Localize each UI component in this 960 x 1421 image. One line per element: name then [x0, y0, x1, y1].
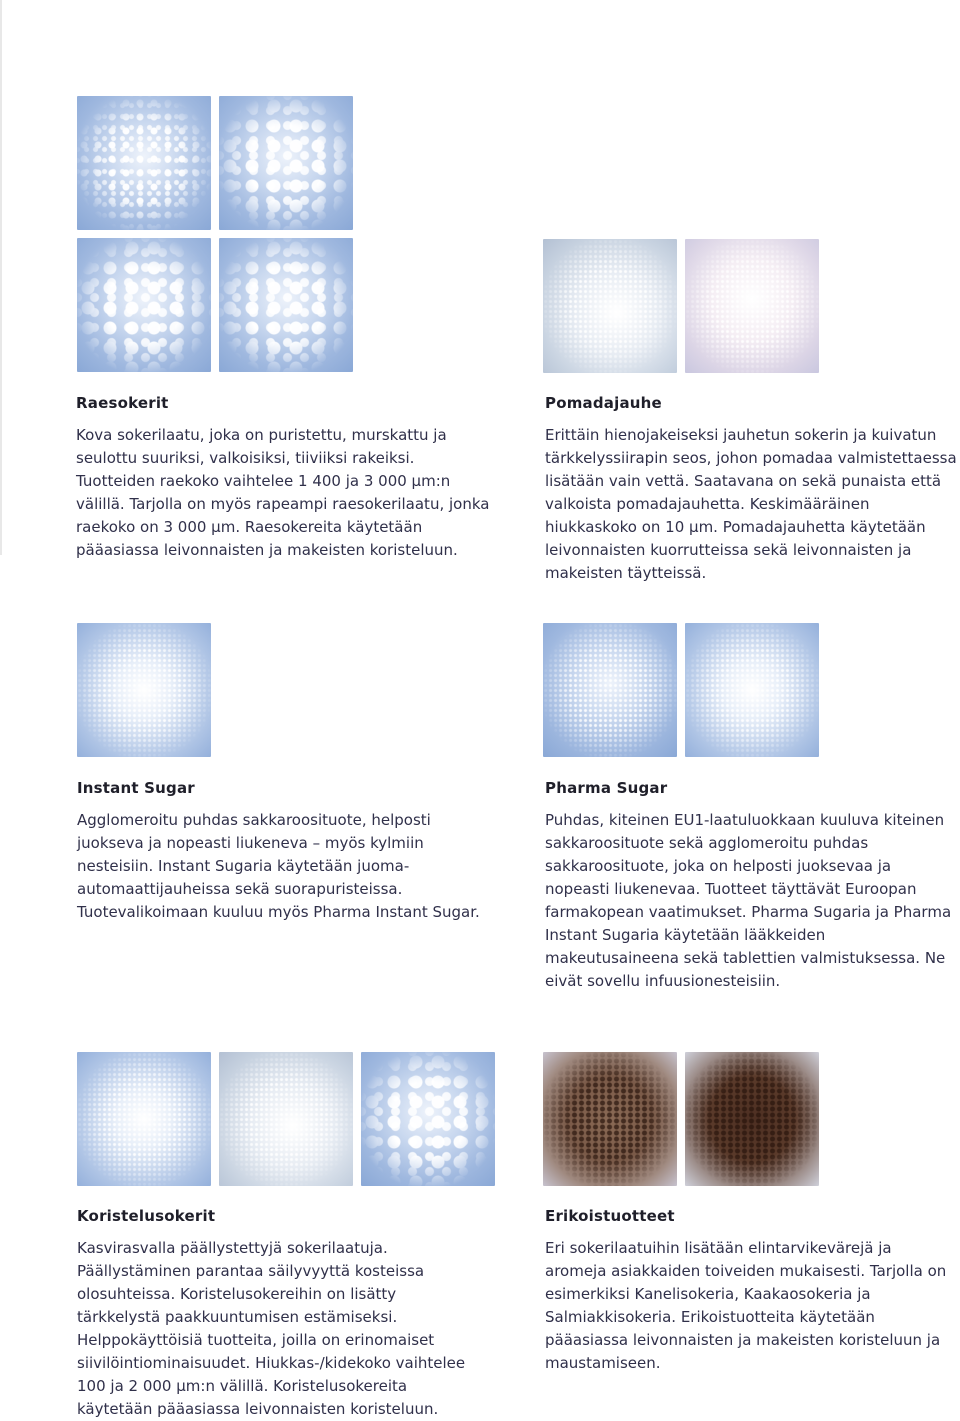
section-title: Pomadajauhe [545, 394, 662, 412]
section-body: Kasvirasvalla päällystettyjä sokerilaatuja. Päällystäminen parantaa säilyvyyttä kosteissa olosuhteissa. Koristelusokereihin on lisätty tärkkelystä paakkuuntumisen estämiseksi. Helppokäyttöisiä tuotteita, joilla on erinomaiset siivilöintiominaisuudet. Hiukkas-/kidekoko vaihtelee 100 ja 2 000 µm:n välillä. Koristelusokereita käytetään pääasiassa leivonnaisten koristeluun. [77, 1239, 466, 1418]
section-instant-sugar [77, 779, 487, 924]
left-page-edge [0, 0, 2, 555]
section-title: Instant Sugar [77, 779, 195, 797]
erikoistuote-photo-1 [543, 1052, 677, 1186]
raesokeri-photo-2 [219, 96, 353, 230]
section-body: Agglomeroitu puhdas sakkaroosituote, helposti juokseva ja nopeasti liukeneva – myös kylmiin nesteisiin. Instant Sugaria käytetään juoma-automaattijauheissa sekä suorapuristeissa. Tuotevalikoimaan kuuluu myös Pharma Instant Sugar. [77, 811, 480, 921]
section-title: Erikoistuotteet [545, 1207, 675, 1225]
instant-sugar-photo [77, 623, 211, 757]
section-raesokerit [76, 394, 496, 562]
section-title: Koristelusokerit [77, 1207, 216, 1225]
koristelusokeri-photo-3 [361, 1052, 495, 1186]
section-body: Puhdas, kiteinen EU1-laatuluokkaan kuuluva kiteinen sakkaroosituote sekä agglomeroitu puhdas sakkaroosituote, joka on helposti juoksevaa ja nopeasti liukenevaa. Tuotteet täyttävät Euroopan farmakopean vaatimukset. Pharma Sugaria ja Pharma Instant Sugaria käytetään lääkkeiden makeutusaineena sekä tablettien valmistuksessa. Ne eivät sovellu infuusionesteisiin. [545, 811, 952, 990]
pharma-sugar-photo-2 [685, 623, 819, 757]
section-koristelusokerit [77, 1207, 482, 1421]
erikoistuote-photo-2 [685, 1052, 819, 1186]
raesokeri-photo-1 [77, 96, 211, 230]
section-body: Erittäin hienojakeiseksi jauhetun sokerin ja kuivatun tärkkelyssiirapin seos, johon pomadaa valmistettaessa lisätään vain vettä. Saatavana on sekä punaista että valkoista pomadajauhetta. Keskimääräinen hiukkaskoko on 10 µm. Pomadajauhetta käytetään leivonnaisten kuorrutteissa sekä leivonnaisten ja makeisten täytteissä. [545, 426, 957, 582]
section-pharma-sugar [545, 779, 960, 993]
raesokeri-photo-4 [219, 238, 353, 372]
section-body: Kova sokerilaatu, joka on puristettu, murskattu ja seulottu suuriksi, valkoisiksi, tiiviiksi rakeiksi. Tuotteiden raekoko vaihtelee 1 400 ja 3 000 µm:n välillä. Tarjolla on myös rapeampi raesokerilaatu, jonka raekoko on 3 000 µm. Raesokereita käytetään pääasiassa leivonnaisten ja makeisten koristeluun. [76, 426, 490, 559]
koristelusokeri-photo-1 [77, 1052, 211, 1186]
pomadajauhe-photo-red [685, 239, 819, 373]
section-title: Pharma Sugar [545, 779, 668, 797]
koristelusokeri-photo-2 [219, 1052, 353, 1186]
pomadajauhe-photo-white [543, 239, 677, 373]
section-body: Eri sokerilaatuihin lisätään elintarvikevärejä ja aromeja asiakkaiden toiveiden mukaisesti. Tarjolla on esimerkiksi Kanelisokeria, Kaakaosokeria ja Salmiakkisokeria. Erikoistuotteita käytetään pääasiassa leivonnaisten ja makeisten koristeluun ja maustamiseen. [545, 1239, 947, 1372]
raesokeri-photo-3 [77, 238, 211, 372]
section-pomadajauhe [545, 394, 960, 585]
section-title: Raesokerit [76, 394, 169, 412]
section-erikoistuotteet [545, 1207, 950, 1375]
pharma-sugar-photo-1 [543, 623, 677, 757]
